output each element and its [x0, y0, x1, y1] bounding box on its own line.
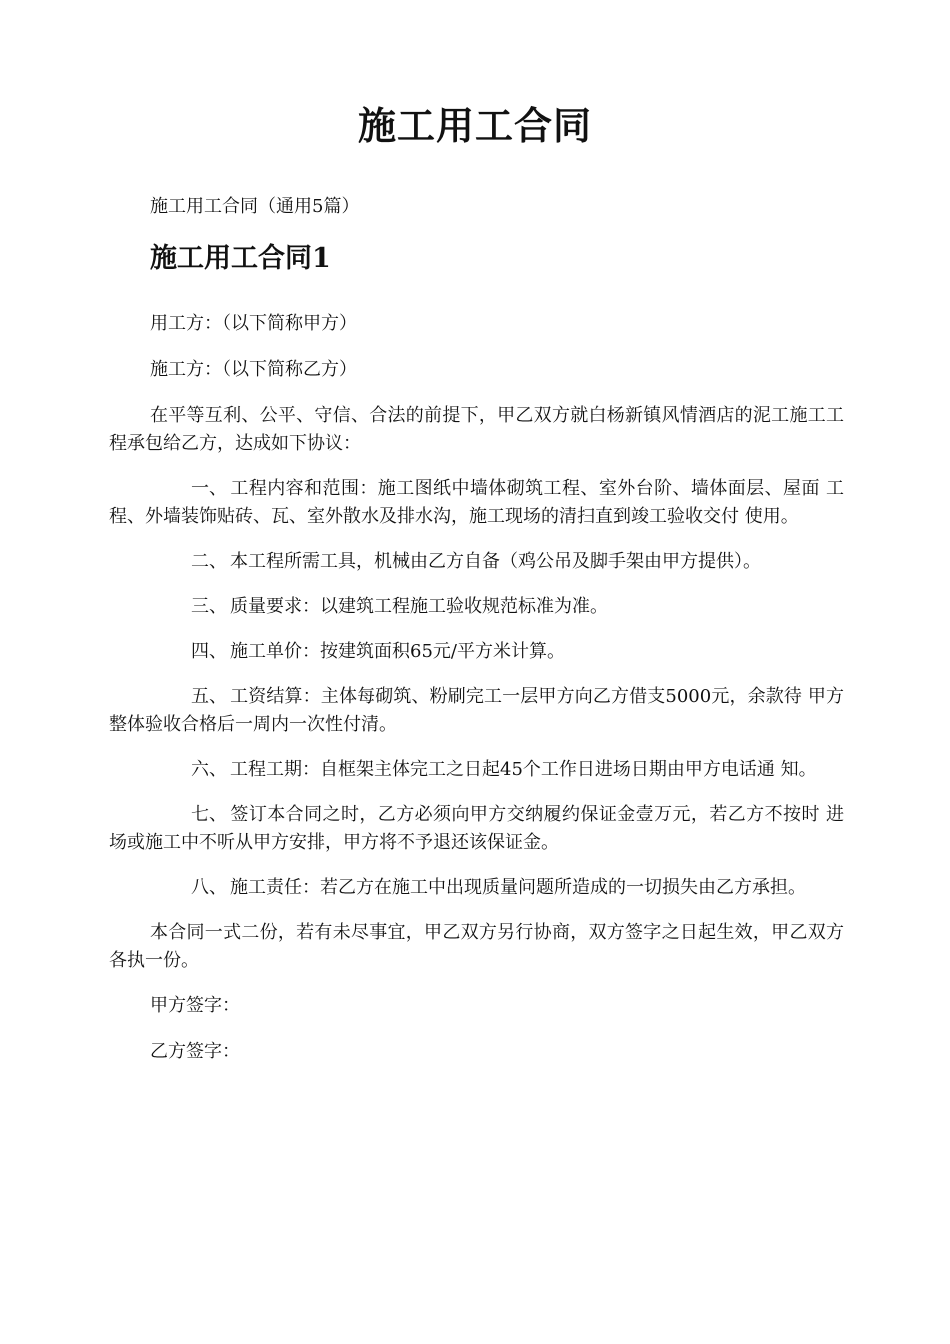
clause-text: 质量要求：以建筑工程施工验收规范标准为准。: [230, 596, 608, 617]
clause-number: 五、: [191, 686, 227, 707]
clause-text: 签订本合同之时，乙方必须向甲方交纳履约保证金壹万元，若乙方不按时 进场或施工中不听从甲方安排，甲方将不予退还该保证金。: [109, 804, 844, 853]
clause-text: 工资结算：主体每砌筑、粉刷完工一层甲方向乙方借支5000元，余款待 甲方整体验收合格后一周内一次性付清。: [109, 686, 844, 735]
clause-item: [109, 756, 844, 784]
clause-item: [109, 683, 844, 739]
clause-text: 工程内容和范围：施工图纸中墙体砌筑工程、室外台阶、墙体面层、屋面 工程、外墙装饰贴砖、瓦、室外散水及排水沟，施工现场的清扫直到竣工验收交付 使用。: [109, 478, 844, 527]
clause-number: 八、: [191, 877, 227, 898]
party-b-signature-line: 乙方签字：: [150, 1041, 240, 1062]
contract-body: [109, 310, 844, 1084]
document-subtitle: 施工用工合同（通用5篇）: [150, 196, 360, 217]
clause-text: 工程工期：自框架主体完工之日起45个工作日进场日期由甲方电话通 知。: [230, 759, 817, 780]
clause-number: 六、: [191, 759, 227, 780]
clause-text: 本工程所需工具，机械由乙方自备（鸡公吊及脚手架由甲方提供）。: [230, 551, 761, 572]
clause-number: 一、: [191, 478, 227, 499]
closing-paragraph: 本合同一式二份，若有未尽事宜，甲乙双方另行协商，双方签字之日起生效，甲乙双方各执一份。: [109, 922, 844, 971]
clause-number: 七、: [191, 804, 227, 825]
clause-item: [109, 475, 844, 531]
party-a-signature-line: 甲方签字：: [150, 995, 240, 1016]
clause-text: 施工单价：按建筑面积65元/平方米计算。: [230, 641, 565, 662]
clause-text: 施工责任：若乙方在施工中出现质量问题所造成的一切损失由乙方承担。: [230, 877, 806, 898]
clause-item: [109, 638, 844, 666]
clause-number: 二、: [191, 551, 227, 572]
contractor-line: 施工方：（以下简称乙方）: [150, 359, 357, 380]
clause-item: [109, 548, 844, 576]
employer-line: 用工方：（以下简称甲方）: [150, 313, 357, 334]
clause-item: [109, 874, 844, 902]
clause-item: [109, 593, 844, 621]
document-title: 施工用工合同: [357, 103, 592, 148]
intro-paragraph: 在平等互利、公平、守信、合法的前提下，甲乙双方就白杨新镇风情酒店的泥工施工工程承包给乙方，达成如下协议：: [109, 405, 844, 454]
clause-number: 三、: [191, 596, 227, 617]
clause-number: 四、: [191, 641, 227, 662]
clause-item: [109, 801, 844, 857]
section-heading: 施工用工合同1: [150, 243, 331, 274]
